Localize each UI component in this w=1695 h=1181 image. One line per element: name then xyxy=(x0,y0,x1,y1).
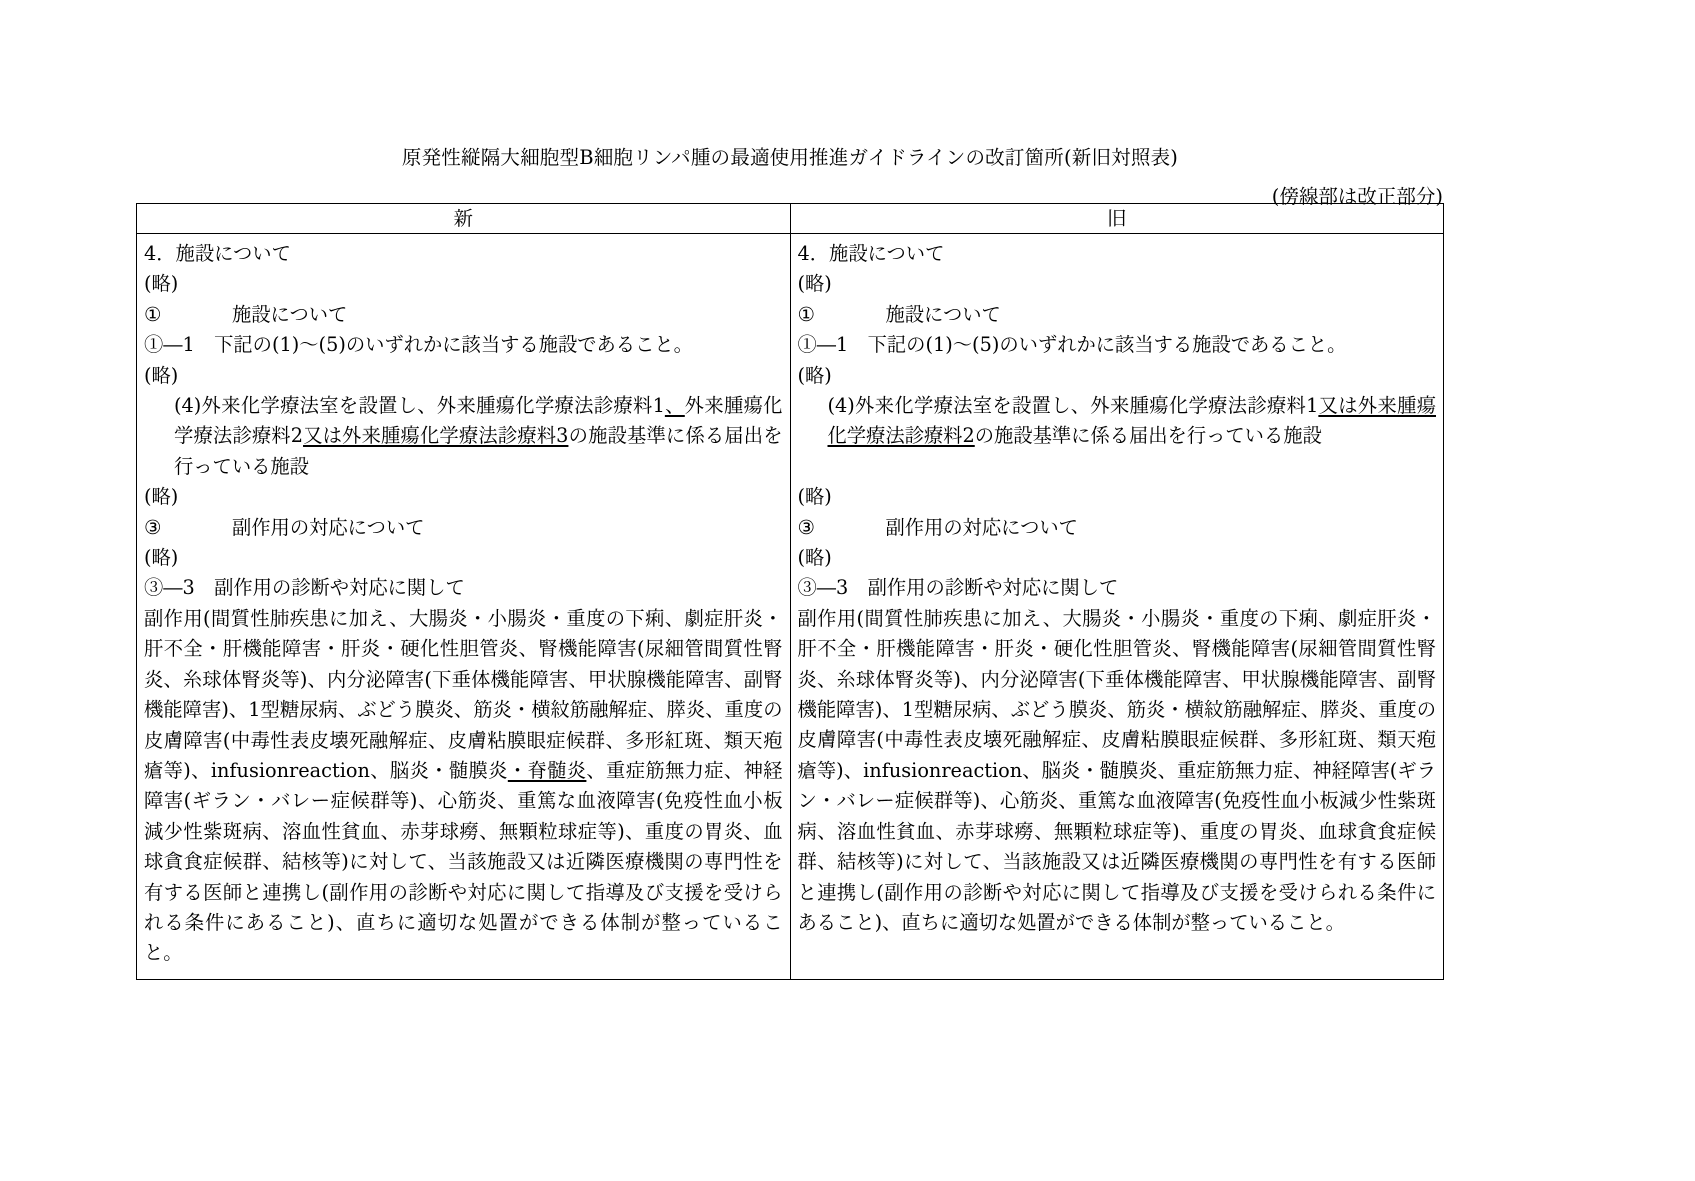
new-item-4-revision-1: 、 xyxy=(664,394,685,418)
new-item-4-revision-2: 又は外来腫瘍化学療法診療料3 xyxy=(303,424,569,448)
new-item-4-part3: の施設基準に係る届出を行っている施設 xyxy=(174,424,783,478)
old-item-circle3-marker: ③ xyxy=(797,515,815,539)
old-item-circle3-label: 副作用の対応について xyxy=(885,515,1078,539)
old-adverse-event-paragraph: 副作用(間質性肺疾患に加え、大腸炎・小腸炎・重度の下痢、劇症肝炎・肝不全・肝機能障害・肝炎・硬化性胆管炎、腎機能障害(尿細管間質性腎炎、糸球体腎炎等)、内分泌障害(下垂体機能障害、甲状腺機能障害、副腎機能障害)、1型糖尿病、ぶどう膜炎、筋炎・横紋筋融解症、膵炎、重度の皮膚障害(中毒性表皮壊死融解症、皮膚粘膜眼症候群、多形紅斑、類天疱瘡等)、infusionreaction、脳炎・髄膜炎、重症筋無力症、神経障害(ギラン・バレー症候群等)、心筋炎、重篤な血液障害(免疫性血小板減少性紫斑病、溶血性貧血、赤芽球癆、無顆粒球症等)、重度の胃炎、血球貪食症候群、結核等)に対して、当該施設又は近隣医療機関の専門性を有する医師と連携し(副作用の診断や対応に関して指導及び支援を受けられる条件にあること)、直ちに適切な処置ができる体制が整っていること。 xyxy=(797,606,1436,934)
old-item-circle1-label: 施設について xyxy=(885,302,1001,326)
old-item-circle3-3: ③―3 副作用の診断や対応に関して xyxy=(797,576,1119,600)
new-item-circle1-label: 施設について xyxy=(232,302,348,326)
new-heading-section: 4．施設について xyxy=(144,242,291,265)
new-item-4-part1: (4)外来化学療法室を設置し、外来腫瘍化学療法診療料1 xyxy=(174,394,665,418)
new-omission-1: (略) xyxy=(144,272,179,296)
old-omission-4: (略) xyxy=(797,546,832,570)
new-column-body xyxy=(144,239,783,969)
revision-note: (傍線部は改正部分) xyxy=(1271,185,1443,208)
old-column-body xyxy=(798,239,1437,938)
old-blank-line xyxy=(798,452,1437,482)
new-item-circle1 xyxy=(144,300,783,330)
column-header-new: 新 xyxy=(137,204,791,234)
new-item-circle3-label: 副作用の対応について xyxy=(232,515,425,539)
new-item-circle1-marker: ① xyxy=(144,302,162,326)
old-item-circle1 xyxy=(798,300,1437,330)
old-item-circle1-1: ①―1 下記の(1)～(5)のいずれかに該当する施設であること。 xyxy=(797,333,1347,357)
new-adverse-event-paragraph xyxy=(144,604,783,969)
new-item-circle3-marker: ③ xyxy=(144,515,162,539)
new-item-4 xyxy=(144,391,783,482)
table-header-row xyxy=(137,204,1444,234)
table-row xyxy=(137,234,1444,980)
new-item-4-part2: 外来腫瘍化学療法診療料2 xyxy=(174,394,783,448)
new-omission-2: (略) xyxy=(144,363,179,387)
old-omission-2: (略) xyxy=(797,363,832,387)
old-heading-section: 4．施設について xyxy=(797,242,945,265)
new-omission-3: (略) xyxy=(144,485,179,509)
old-item-circle1-marker: ① xyxy=(797,302,815,326)
new-item-circle3 xyxy=(144,513,783,543)
cell-old-content xyxy=(790,234,1444,980)
cell-new-content xyxy=(137,234,791,980)
new-item-circle3-3: ③―3 副作用の診断や対応に関して xyxy=(144,576,465,600)
old-item-4-revision-1: 又は外来腫瘍化学療法診療料2 xyxy=(827,394,1436,448)
old-item-circle3 xyxy=(798,513,1437,543)
old-omission-1: (略) xyxy=(797,272,832,296)
new-adverse-revision-1: ・脊髄炎 xyxy=(507,758,587,782)
new-item-circle1-1: ①―1 下記の(1)～(5)のいずれかに該当する施設であること。 xyxy=(144,333,693,357)
column-header-old: 旧 xyxy=(790,204,1444,234)
old-item-4-part3: の施設基準に係る届出を行っている施設 xyxy=(974,424,1322,448)
page-title: 原発性縦隔大細胞型B細胞リンパ腫の最適使用推進ガイドラインの改訂箇所(新旧対照表) xyxy=(401,146,1179,169)
new-adverse-part2: 、重症筋無力症、神経障害(ギラン・バレー症候群等)、心筋炎、重篤な血液障害(免疫性血小板減少性紫斑病、溶血性貧血、赤芽球癆、無顆粒球症等)、重度の胃炎、血球貪食症候群、結核等)に対して、当該施設又は近隣医療機関の専門性を有する医師と連携し(副作用の診断や対応に関して指導及び支援を受けられる条件にあること)、直ちに適切な処置ができる体制が整っていること。 xyxy=(144,758,783,965)
old-item-4-part1: (4)外来化学療法室を設置し、外来腫瘍化学療法診療料1 xyxy=(827,394,1319,418)
comparison-table xyxy=(136,203,1444,980)
new-omission-4: (略) xyxy=(144,546,179,570)
new-adverse-part1: 副作用(間質性肺疾患に加え、大腸炎・小腸炎・重度の下痢、劇症肝炎・肝不全・肝機能障害・肝炎・硬化性胆管炎、腎機能障害(尿細管間質性腎炎、糸球体腎炎等)、内分泌障害(下垂体機能障害、甲状腺機能障害、副腎機能障害)、1型糖尿病、ぶどう膜炎、筋炎・横紋筋融解症、膵炎、重度の皮膚障害(中毒性表皮壊死融解症、皮膚粘膜眼症候群、多形紅斑、類天疱瘡等)、infusionreaction、脳炎・髄膜炎 xyxy=(144,606,783,782)
old-omission-3: (略) xyxy=(797,485,832,509)
old-item-4 xyxy=(798,391,1437,452)
